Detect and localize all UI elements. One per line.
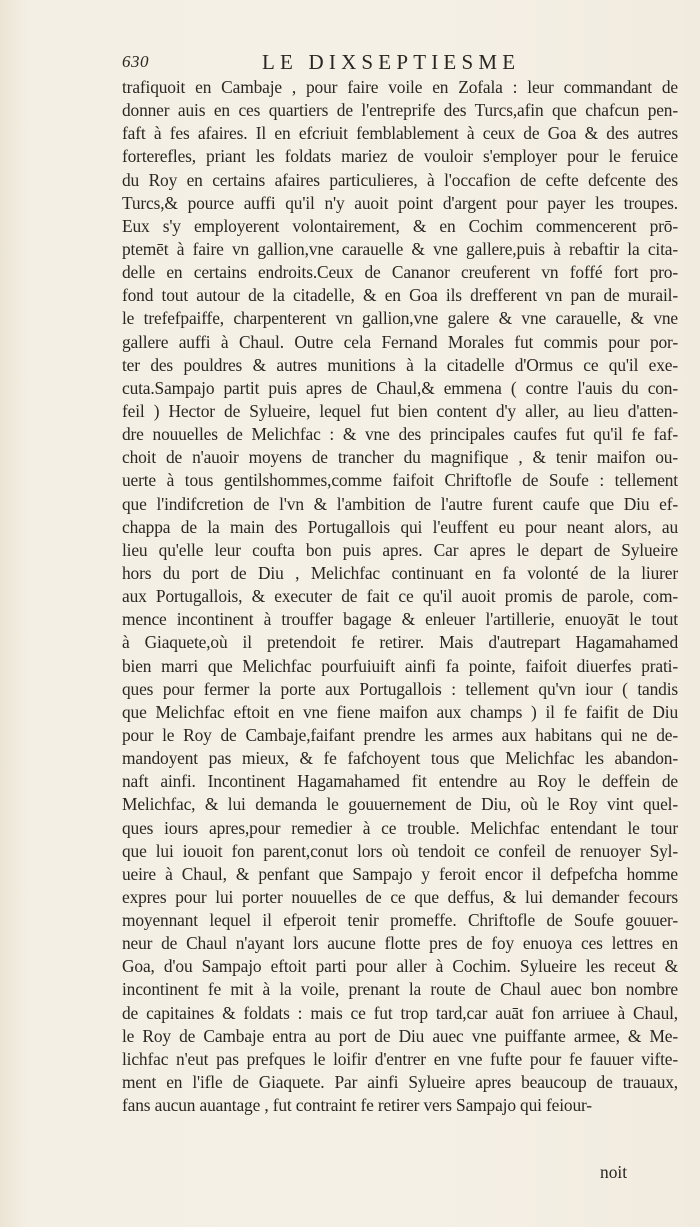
page-header (122, 48, 682, 78)
text-line: cuta.Sampajo partit puis apres de Chaul,& emmena ( contre l'auis du con- (122, 377, 678, 398)
text-line: que l'indifcretion de l'vn & l'ambition de l'autre furent caufe que Diu ef- (122, 493, 678, 514)
text-line: lieu qu'elle leur coufta bon puis apres. Car apres le depart de Sylueire (122, 539, 678, 560)
text-line: forterefles, priant les foldats mariez de vouloir s'employer pour le feruice (122, 146, 678, 167)
text-line: naft ainfi. Incontinent Hagamahamed fit entendre au Roy le deffein de (122, 771, 678, 792)
catchword: noit (600, 1162, 628, 1182)
text-line: le Roy de Cambaje entra au port de Diu auec vne puiffante armee, & Me- (122, 1025, 678, 1046)
text-line: pour le Roy de Cambaje,faifant prendre les armes aux habitans qui ne de- (122, 724, 678, 745)
text-line: dre nouuelles de Melichfac : & vne des principales caufes fut qu'il fe faf- (122, 424, 678, 445)
text-line: expres pour lui porter nouuelles de ce que deffus, & lui demander fecours (122, 886, 678, 907)
text-line: aux Portugallois, & executer de fait ce qu'il auoit promis de parole, com- (122, 586, 678, 607)
text-line: de capitaines & foldats : mais ce fut trop tard,car auāt fon arriuee à Chaul, (122, 1002, 678, 1023)
text-line: ueire à Chaul, & penfant que Sampajo y feroit encor il defpefcha homme (122, 863, 678, 884)
text-line: Melichfac, & lui demanda le gouuernement de Diu, où le Roy vint quel- (122, 794, 678, 815)
text-line: delle en certains endroits.Ceux de Cananor creuferent vn foffé fort pro- (122, 262, 678, 283)
text-line: moyennant lequel il efperoit tenir promeffe. Chriftofle de Soufe gouuer- (122, 910, 678, 931)
text-line: ter des pouldres & autres munitions à la citadelle d'Ormus ce qu'il exe- (122, 354, 678, 375)
text-line: mence incontinent à trouffer bagage & enleuer l'artillerie, enuoyāt le tout (122, 609, 678, 630)
text-line: ques iours apres,pour remedier à ce trouble. Melichfac entendant le tour (122, 817, 678, 838)
text-line: du Roy en certains afaires particulieres, à l'occafion de cefte defcente des (122, 169, 678, 190)
text-line: feil ) Hector de Sylueire, lequel fut bien content d'y aller, au lieu d'atten- (122, 400, 678, 421)
text-line: le trefefpaiffe, charpenterent vn gallion,vne galere & vne carauelle, & vne (122, 308, 678, 329)
text-line: chappa de la main des Portugallois qui l'euffent eu pour neant alors, au (122, 516, 678, 537)
text-line: uerte à tous gentilshommes,comme faifoit Chriftofle de Soufe : tellement (122, 470, 678, 491)
page-number: 630 (122, 52, 149, 71)
text-line: choit de n'auoir moyens de trancher du magnifique , & tenir maifon ou- (122, 447, 678, 468)
text-line: gallere auffi à Chaul. Outre cela Fernand Morales fut commis pour por- (122, 331, 678, 352)
text-line: Turcs,& pource auffi qu'il n'y auoit point d'argent pour payer les troupes. (122, 192, 678, 213)
text-line: Eux s'y employerent volontairement, & en Cochim commencerent prō- (122, 215, 678, 236)
text-line: hors du port de Diu , Melichfac continuant en fa volonté de la liurer (122, 562, 678, 583)
text-line: que Melichfac eftoit en vne fiene maifon aux champs ) il fe faifit de Diu (122, 701, 678, 722)
text-line: fans aucun auantage , fut contraint fe retirer vers Sampajo qui feiour- (122, 1095, 592, 1116)
text-line: trafiquoit en Cambaje , pour faire voile en Zofala : leur commandant de (122, 77, 678, 97)
text-line: neur de Chaul n'ayant lors aucune flotte pres de foy enuoya ces lettres en (122, 933, 678, 954)
text-line: fond tout autour de la citadelle, & en Goa ils drefferent vn pan de murail- (122, 285, 678, 306)
text-line: ment en l'ifle de Giaquete. Par ainfi Sylueire apres beaucoup de trauaux, (122, 1072, 678, 1093)
text-line: ptemēt à faire vn gallion,vne carauelle & vne gallere,puis à rebaftir la cita- (122, 238, 678, 259)
body-text (122, 76, 678, 1117)
text-line: que lui iouoit fon parent,conut lors où tendoit ce confeil de renuoyer Syl- (122, 840, 678, 861)
text-line: mandoyent pas mieux, & fe fafchoyent tous que Melichfac les abandon- (122, 748, 678, 769)
running-head: LE DIXSEPTIESME (262, 50, 521, 74)
text-line: faft à fes afaires. Il en efcriuit femblablement à ceux de Goa & des autres (122, 123, 678, 144)
text-line: incontinent fe mit à la voile, prenant la route de Chaul auec bon nombre (122, 979, 678, 1000)
text-line: à Giaquete,où il pretendoit fe retirer. Mais d'autrepart Hagamahamed (122, 632, 678, 653)
text-line: Goa, d'ou Sampajo eftoit parti pour aller à Cochim. Sylueire les receut & (122, 956, 678, 977)
text-line: bien marri que Melichfac pourfuiuift ainfi fa pointe, faifoit diuerfes prati- (122, 655, 678, 676)
text-line: lichfac n'eut pas prefques le loifir d'entrer en vne fufte pour fe fauuer vifte- (122, 1048, 678, 1069)
text-line: ques pour fermer la porte aux Portugallois : tellement qu'vn iour ( tandis (122, 678, 678, 699)
text-line: donner auis en ces quartiers de l'entreprife des Turcs,afin que chafcun pen- (122, 100, 678, 121)
